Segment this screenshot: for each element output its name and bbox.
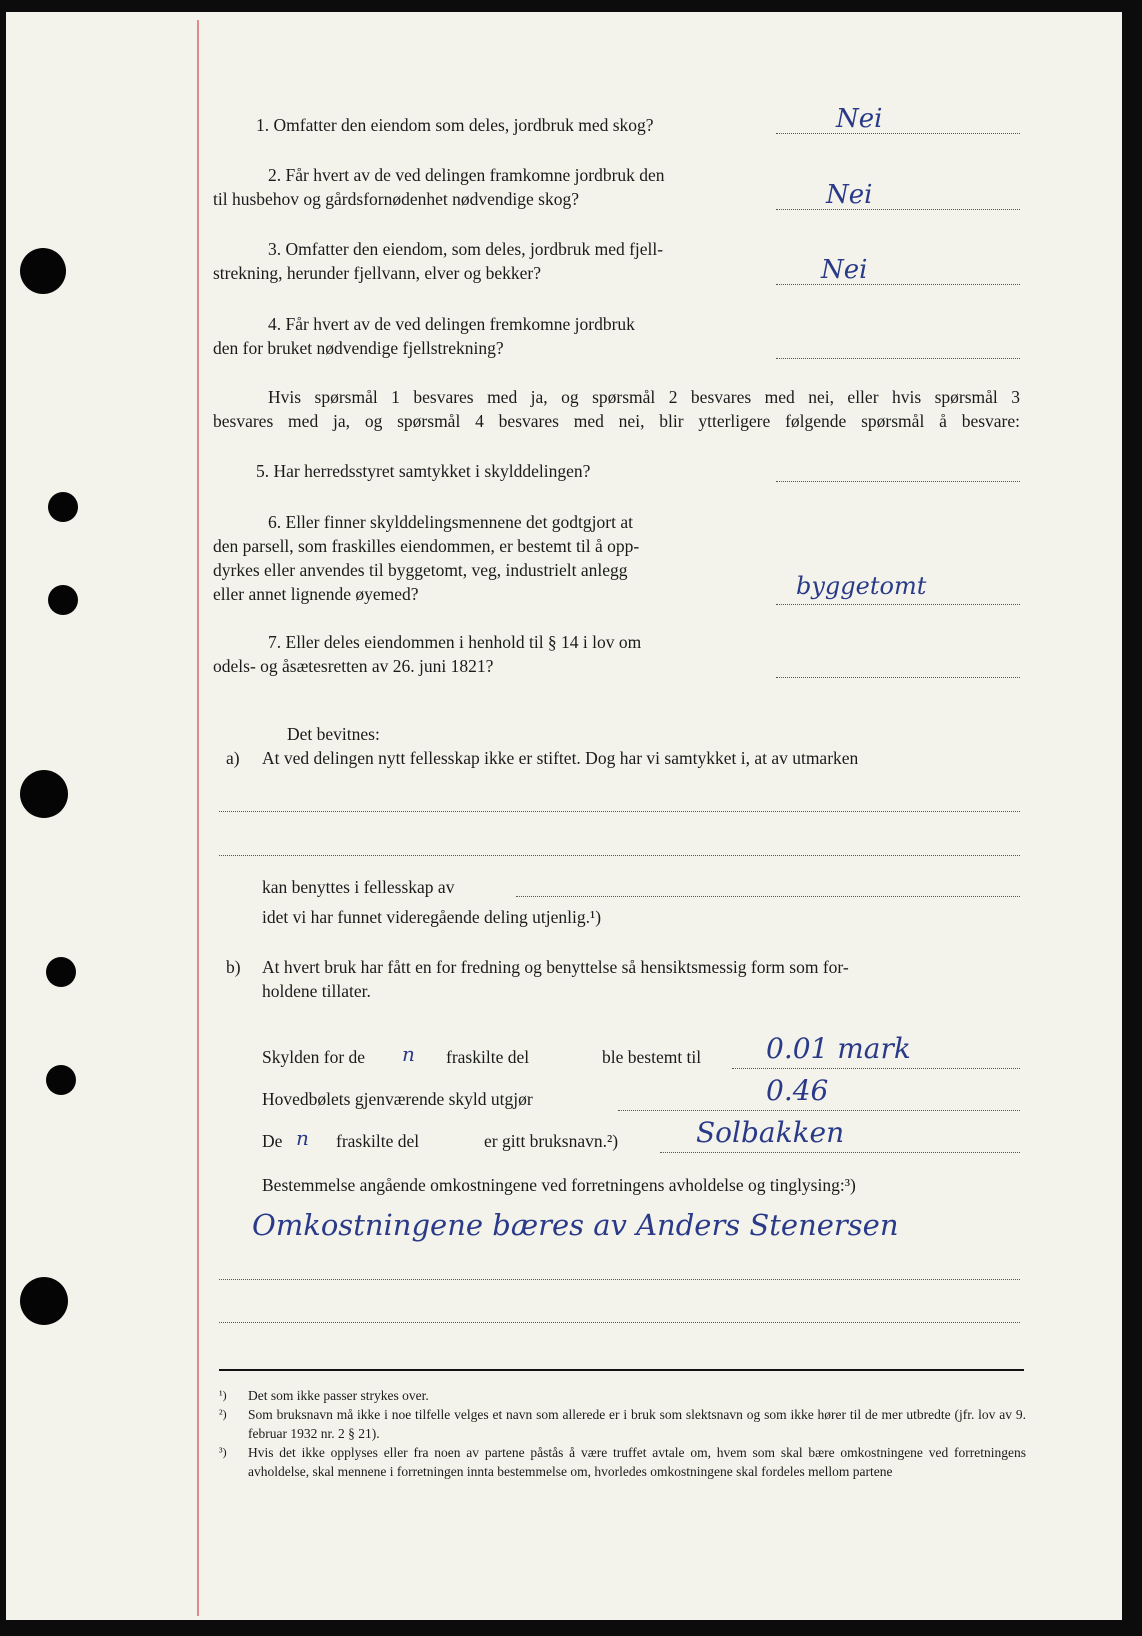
- punch-hole: [46, 957, 76, 987]
- question-7-line-2: odels- og åsætesretten av 26. juni 1821?: [213, 656, 494, 676]
- answer-1: Nei: [836, 104, 883, 134]
- answer-line-6: [776, 604, 1020, 605]
- division-note: idet vi har funnet videregående deling utjenlig.¹): [262, 907, 602, 927]
- navn-suffix: er gitt bruksnavn.²): [484, 1131, 619, 1151]
- question-3-line-1: 3. Omfatter den eiendom, som deles, jordbruk med fjell-: [268, 239, 664, 259]
- punch-hole: [20, 770, 68, 818]
- punch-hole: [48, 492, 78, 522]
- question-4-line-1: 4. Får hvert av de ved delingen fremkomne jordbruk: [268, 314, 635, 334]
- question-7-line-1: 7. Eller deles eiendommen i henhold til § 14 i lov om: [268, 632, 642, 652]
- question-6-line-1: 6. Eller finner skylddelingsmennene det godtgjort at: [268, 512, 633, 532]
- answer-2: Nei: [826, 180, 873, 210]
- skyld-prefix: Skylden for de: [262, 1047, 366, 1067]
- question-4-line-2: den for bruket nødvendige fjellstrekning?: [213, 338, 504, 358]
- answer-line-1: [776, 133, 1020, 134]
- footnote-1: Det som ikke passer strykes over.: [248, 1388, 429, 1403]
- question-1: 1. Omfatter den eiendom som deles, jordbruk med skog?: [256, 115, 654, 135]
- skyld-n-mark: n: [402, 1042, 415, 1066]
- shared-use-line: [516, 896, 1020, 897]
- form-page: [6, 12, 1122, 1620]
- attest-b-line-2: holdene tillater.: [262, 981, 371, 1001]
- answer-line-4: [776, 358, 1020, 359]
- punch-hole: [20, 1277, 68, 1325]
- answer-line-3: [776, 284, 1020, 285]
- attest-heading: Det bevitnes:: [287, 724, 380, 744]
- question-6-line-2: den parsell, som fraskilles eiendommen, er bestemt til å opp-: [213, 536, 640, 556]
- answer-6: byggetomt: [796, 572, 927, 600]
- blank-line: [219, 1322, 1020, 1323]
- answer-line-5: [776, 481, 1020, 482]
- footnote-3: Hvis det ikke opplyses eller fra noen av partene påstås å være truffet avtale om, hvem som skal bære omkostningene ved forretningens avholdelse, skal mennene i forretningen innta bestemmelse om, hvorledes omkostningene skal fordeles mellom partene: [248, 1445, 1026, 1479]
- question-6-line-4: eller annet lignende øyemed?: [213, 584, 419, 604]
- punch-hole: [20, 248, 66, 294]
- condition-line-2: besvares med ja, og spørsmål 4 besvares med nei, blir ytterligere følgende spørsmål å besvare:: [213, 411, 1020, 431]
- footnote-2: Som bruksnavn må ikke i noe tilfelle velges et navn som allerede er i bruk som slektsnavn og som ikke hører til de mer utbredte (jfr. lov av 9. februar 1932 nr. 2 § 21).: [248, 1407, 1026, 1441]
- cost-answer: Omkostningene bæres av Anders Stenersen: [252, 1208, 899, 1242]
- hoved-answer: 0.46: [766, 1074, 829, 1107]
- hoved-label: Hovedbølets gjenværende skyld utgjør: [262, 1089, 533, 1109]
- attest-a-text: At ved delingen nytt fellesskap ikke er stiftet. Dog har vi samtykket i, at av utmarken: [262, 748, 859, 768]
- question-2-line-1: 2. Får hvert av de ved delingen framkomne jordbruk den: [268, 165, 665, 185]
- blank-line: [219, 855, 1020, 856]
- navn-prefix: De: [262, 1131, 283, 1151]
- condition-line-1: Hvis spørsmål 1 besvares med ja, og spørsmål 2 besvares med nei, eller hvis spørsmål 3: [268, 387, 1020, 407]
- hoved-line: [618, 1110, 1020, 1111]
- skyld-answer: 0.01 mark: [766, 1032, 911, 1065]
- navn-mid: fraskilte del: [336, 1131, 420, 1151]
- attest-b-label: b): [226, 957, 241, 977]
- attest-b-line-1: At hvert bruk har fått en for fredning og benyttelse så hensiktsmessig form som for-: [262, 957, 849, 977]
- shared-use-label: kan benyttes i fellesskap av: [262, 877, 455, 897]
- cost-label: Bestemmelse angående omkostningene ved forretningens avholdelse og tinglysing:³): [262, 1175, 856, 1195]
- skyld-mid: fraskilte del: [446, 1047, 530, 1067]
- question-6-line-3: dyrkes eller anvendes til byggetomt, veg, industrielt anlegg: [213, 560, 628, 580]
- skyld-suffix: ble bestemt til: [602, 1047, 702, 1067]
- question-3-line-2: strekning, herunder fjellvann, elver og bekker?: [213, 263, 541, 283]
- navn-n-mark: n: [296, 1126, 309, 1150]
- question-5: 5. Har herredsstyret samtykket i skylddelingen?: [256, 461, 591, 481]
- attest-a-label: a): [226, 748, 240, 768]
- margin-line: [197, 20, 199, 1616]
- footnote-2-mark: ²): [219, 1407, 227, 1421]
- footnote-rule: [219, 1369, 1024, 1371]
- answer-line-7: [776, 677, 1020, 678]
- question-2-line-2: til husbehov og gårdsfornødenhet nødvendige skog?: [213, 189, 579, 209]
- punch-hole: [48, 585, 78, 615]
- punch-hole: [46, 1065, 76, 1095]
- footnote-1-mark: ¹): [219, 1388, 227, 1402]
- blank-line: [219, 811, 1020, 812]
- navn-answer: Solbakken: [696, 1116, 845, 1149]
- answer-line-2: [776, 209, 1020, 210]
- answer-3: Nei: [821, 255, 868, 285]
- skyld-line: [732, 1068, 1020, 1069]
- footnote-3-mark: ³): [219, 1445, 227, 1459]
- navn-line: [660, 1152, 1020, 1153]
- blank-line: [219, 1279, 1020, 1280]
